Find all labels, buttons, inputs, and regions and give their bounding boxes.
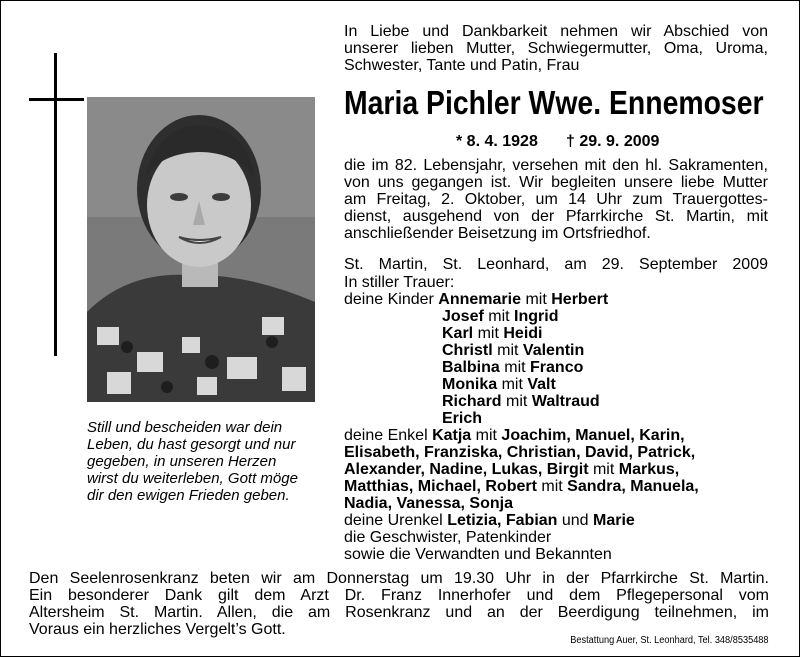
grandchild-names: Sandra, Manuela,: [567, 478, 699, 495]
conjunction: mit: [588, 461, 619, 478]
intro-line: Schwester, Tante und Patin, Frau: [344, 57, 580, 74]
grandchild-names: Katja: [432, 427, 472, 444]
closing-line: Altersheim St. Martin. Allen, die am Rosenkranz und an der Beerdigung teilnehmen, im: [29, 604, 769, 621]
details-line: anschließender Beisetzung im Ortsfriedhof.: [344, 225, 651, 242]
partner-name: Valt: [527, 376, 556, 393]
grandchild-names: Alexander, Nadine, Lukas, Birgit: [344, 461, 589, 478]
children-row: [344, 291, 768, 308]
children-row: [344, 308, 768, 325]
conjunction: mit: [536, 478, 568, 495]
grandchild-names: Matthias, Michael, Robert: [344, 478, 537, 495]
closing-text: [29, 570, 769, 638]
children-row: [344, 359, 768, 376]
mourners-list: [344, 274, 768, 563]
funeral-details: [344, 157, 768, 242]
conjunction: mit: [471, 427, 502, 444]
partner-name: Heidi: [503, 325, 543, 342]
child-name: Balbina: [442, 359, 500, 376]
children-row: [344, 342, 768, 359]
children-row: [344, 376, 768, 393]
child-name: Karl: [442, 325, 474, 342]
conjunction: mit: [477, 325, 499, 342]
cross-icon-bar: [29, 98, 84, 101]
grandchildren-row: [344, 495, 768, 512]
children-row: [344, 325, 768, 342]
partner-name: Franco: [530, 359, 584, 376]
grandchild-names: Elisabeth, Franziska, Christian, David, Patrick,: [344, 444, 696, 461]
closing-line: Ein besonderer Dank gilt dem Arzt Dr. Franz Innerhofer und dem Pflegepersonal vom: [29, 587, 769, 604]
grandchildren-row: [344, 478, 768, 495]
grandchildren-label: deine Enkel: [344, 427, 428, 444]
details-line: dienst, ausgehend von der Pfarrkirche St. Martin, mit: [344, 208, 768, 225]
conjunction: mit: [488, 308, 510, 325]
details-line: die im 82. Lebensjahr, versehen mit den hl. Sakramenten,: [344, 157, 768, 174]
details-line: am Freitag, 2. Oktober, um 14 Uhr zum Trauergottes-: [344, 191, 768, 208]
closing-line: Den Seelenrosenkranz beten wir am Donnerstag um 19.30 Uhr in der Pfarrkirche St. Martin.: [29, 570, 769, 587]
partner-name: Valentin: [522, 342, 585, 359]
relatives-row: sowie die Verwandten und Bekannten: [344, 546, 612, 563]
conjunction: mit: [504, 359, 526, 376]
children-row: [344, 410, 768, 427]
partner-name: Herbert: [551, 291, 609, 308]
mourners-heading: In stiller Trauer:: [344, 274, 455, 291]
partner-name: Waltraud: [531, 393, 600, 410]
details-line: von uns gegangen ist. Wir begleiten unsere liebe Mutter: [344, 174, 768, 191]
child-name: Monika: [442, 376, 498, 393]
great-grandchild-names: Marie: [593, 512, 635, 529]
quote-line: Still und bescheiden war dein: [87, 419, 283, 436]
conjunction: mit: [506, 393, 528, 410]
grandchild-names: Markus,: [618, 461, 680, 478]
intro-line: In Liebe und Dankbarkeit nehmen wir Abschied von: [344, 23, 768, 40]
child-name: Josef: [442, 308, 484, 325]
undertaker-credit: Bestattung Auer, St. Leonhard, Tel. 348/8535488: [570, 635, 769, 646]
great-grandchildren-label: deine Urenkel: [344, 512, 443, 529]
child-name: Richard: [442, 393, 502, 410]
child-name: Christl: [442, 342, 493, 359]
portrait-photo: [87, 97, 315, 402]
grandchildren-row: [344, 427, 768, 444]
children-row: [344, 393, 768, 410]
conjunction: mit: [501, 376, 523, 393]
siblings-row: die Geschwister, Patenkinder: [344, 529, 552, 546]
quote-line: gegeben, in unseren Herzen: [87, 453, 277, 470]
child-name: Annemarie: [438, 291, 521, 308]
quote-line: wirst du weiterleben, Gott möge: [87, 470, 298, 487]
grandchild-names: Nadia, Vanessa, Sonja: [344, 495, 513, 512]
grandchild-names: Joachim, Manuel, Karin,: [501, 427, 685, 444]
intro-line: unserer lieben Mutter, Schwiegermutter, Oma, Uroma,: [344, 40, 768, 57]
partner-name: Ingrid: [514, 308, 559, 325]
birth-date: * 8. 4. 1928: [456, 133, 538, 150]
grandchildren-row: [344, 461, 768, 478]
conjunction: mit: [497, 342, 519, 359]
conjunction: und: [557, 512, 594, 529]
conjunction: mit: [525, 291, 547, 308]
great-grandchildren-row: [344, 512, 768, 529]
death-date: † 29. 9. 2009: [566, 133, 660, 150]
closing-line: Voraus ein herzliches Vergelt’s Gott.: [29, 621, 286, 638]
quote-line: dir den ewigen Frieden geben.: [87, 487, 290, 504]
great-grandchild-names: Letizia, Fabian: [447, 512, 558, 529]
child-name: Erich: [442, 410, 483, 427]
children-label: deine Kinder: [344, 291, 434, 308]
memorial-quote: [87, 419, 315, 504]
deceased-name: Maria Pichler Wwe. Ennemoser: [344, 84, 764, 121]
grandchildren-row: [344, 444, 768, 461]
quote-line: Leben, du hast gesorgt und nur: [87, 436, 296, 453]
place-date-line: St. Martin, St. Leonhard, am 29. September 2009: [344, 256, 768, 273]
intro-text: [344, 23, 768, 74]
